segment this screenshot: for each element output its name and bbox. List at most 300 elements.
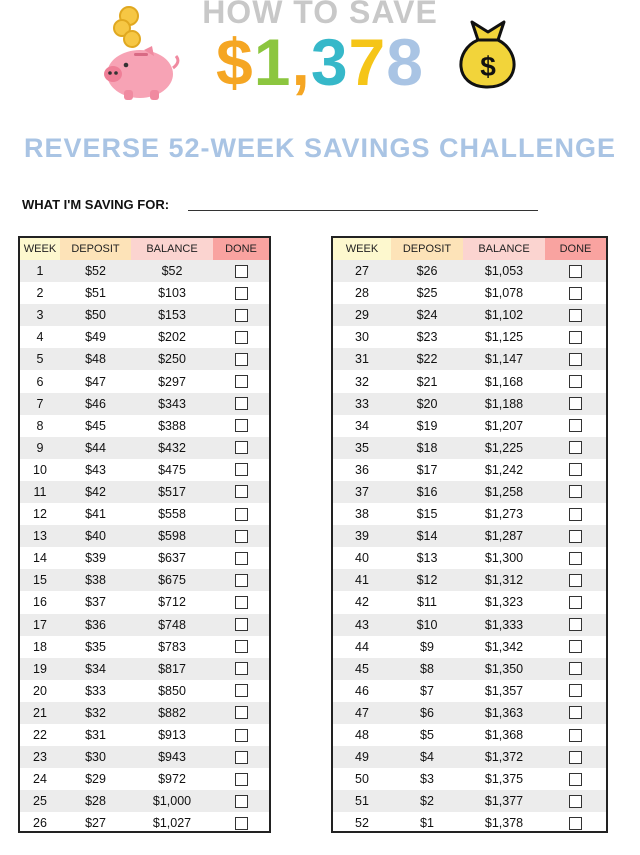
done-checkbox[interactable] xyxy=(235,618,248,631)
done-cell xyxy=(545,481,606,503)
week-cell: 51 xyxy=(355,794,369,809)
week-cell: 47 xyxy=(355,705,369,720)
table-row xyxy=(20,591,269,613)
balance-cell: $1,372 xyxy=(484,750,524,765)
deposit-cell: $48 xyxy=(85,352,106,367)
table-row xyxy=(20,525,269,547)
week-cell: 9 xyxy=(36,440,44,455)
done-checkbox[interactable] xyxy=(569,817,582,830)
done-checkbox[interactable] xyxy=(569,463,582,476)
done-cell xyxy=(213,393,269,415)
done-cell xyxy=(545,282,606,304)
table-row xyxy=(20,437,269,459)
done-checkbox[interactable] xyxy=(569,331,582,344)
table-row xyxy=(333,393,606,415)
deposit-cell: $40 xyxy=(85,529,106,544)
done-cell xyxy=(213,790,269,812)
table-row xyxy=(333,768,606,790)
done-checkbox[interactable] xyxy=(569,574,582,587)
week-cell: 41 xyxy=(355,573,369,588)
balance-cell: $1,207 xyxy=(484,418,524,433)
week-cell: 44 xyxy=(355,639,369,654)
balance-cell: $1,188 xyxy=(484,396,524,411)
deposit-cell: $34 xyxy=(85,661,106,676)
balance-cell: $598 xyxy=(158,529,186,544)
done-checkbox[interactable] xyxy=(235,751,248,764)
deposit-cell: $32 xyxy=(85,705,106,720)
deposit-cell: $42 xyxy=(85,484,106,499)
done-checkbox[interactable] xyxy=(235,795,248,808)
balance-cell: $850 xyxy=(158,683,186,698)
week-cell: 17 xyxy=(33,617,47,632)
done-cell xyxy=(213,724,269,746)
deposit-cell: $9 xyxy=(420,639,434,654)
amount-char: $ xyxy=(216,25,254,99)
week-cell: 3 xyxy=(36,308,44,323)
deposit-cell: $38 xyxy=(85,573,106,588)
balance-cell: $1,323 xyxy=(484,595,524,610)
week-cell: 11 xyxy=(33,484,47,499)
deposit-cell: $49 xyxy=(85,330,106,345)
week-cell: 36 xyxy=(355,462,369,477)
week-cell: 30 xyxy=(355,330,369,345)
deposit-cell: $46 xyxy=(85,396,106,411)
balance-cell: $343 xyxy=(158,396,186,411)
done-checkbox[interactable] xyxy=(569,729,582,742)
table-header xyxy=(20,238,269,260)
week-cell: 32 xyxy=(355,374,369,389)
week-cell: 24 xyxy=(33,772,47,787)
deposit-header: DEPOSIT xyxy=(391,238,463,260)
done-checkbox[interactable] xyxy=(235,287,248,300)
table-body xyxy=(333,260,606,834)
deposit-cell: $3 xyxy=(420,772,434,787)
savings-amount xyxy=(0,26,640,98)
balance-cell: $432 xyxy=(158,440,186,455)
done-checkbox[interactable] xyxy=(235,375,248,388)
done-checkbox[interactable] xyxy=(235,596,248,609)
deposit-cell: $41 xyxy=(85,507,106,522)
done-cell xyxy=(545,614,606,636)
done-checkbox[interactable] xyxy=(235,640,248,653)
done-cell xyxy=(545,569,606,591)
table-row xyxy=(20,702,269,724)
done-checkbox[interactable] xyxy=(235,552,248,565)
table-row xyxy=(20,614,269,636)
done-checkbox[interactable] xyxy=(235,309,248,322)
table-row xyxy=(20,503,269,525)
done-checkbox[interactable] xyxy=(235,265,248,278)
balance-cell: $1,078 xyxy=(484,286,524,301)
week-cell: 5 xyxy=(36,352,44,367)
deposit-cell: $5 xyxy=(420,728,434,743)
done-checkbox[interactable] xyxy=(569,485,582,498)
week-cell: 18 xyxy=(33,639,47,654)
week-cell: 21 xyxy=(33,705,47,720)
balance-header: BALANCE xyxy=(131,238,213,260)
balance-cell: $202 xyxy=(158,330,186,345)
svg-text:$: $ xyxy=(480,51,496,82)
deposit-cell: $33 xyxy=(85,683,106,698)
done-checkbox[interactable] xyxy=(569,419,582,432)
done-cell xyxy=(213,812,269,834)
deposit-cell: $29 xyxy=(85,772,106,787)
balance-cell: $913 xyxy=(158,728,186,743)
done-cell xyxy=(213,370,269,392)
done-checkbox[interactable] xyxy=(235,684,248,697)
amount-char: 3 xyxy=(310,25,349,99)
table-row xyxy=(333,680,606,702)
done-cell xyxy=(213,614,269,636)
balance-cell: $1,368 xyxy=(484,728,524,743)
table-row xyxy=(333,459,606,481)
table-row xyxy=(20,415,269,437)
done-cell xyxy=(545,437,606,459)
balance-cell: $297 xyxy=(158,374,186,389)
deposit-cell: $30 xyxy=(85,750,106,765)
done-checkbox[interactable] xyxy=(569,773,582,786)
balance-cell: $1,375 xyxy=(484,772,524,787)
deposit-cell: $4 xyxy=(420,750,434,765)
table-row xyxy=(333,481,606,503)
week-cell: 40 xyxy=(355,551,369,566)
week-cell: 27 xyxy=(355,264,369,279)
done-checkbox[interactable] xyxy=(569,287,582,300)
week-cell: 23 xyxy=(33,750,47,765)
balance-cell: $153 xyxy=(158,308,186,323)
done-cell xyxy=(545,812,606,834)
done-cell xyxy=(213,569,269,591)
balance-cell: $1,333 xyxy=(484,617,524,632)
done-checkbox[interactable] xyxy=(569,397,582,410)
done-checkbox[interactable] xyxy=(569,596,582,609)
deposit-cell: $35 xyxy=(85,639,106,654)
balance-cell: $1,357 xyxy=(484,683,524,698)
week-cell: 8 xyxy=(36,418,44,433)
done-cell xyxy=(213,304,269,326)
deposit-cell: $20 xyxy=(416,396,438,411)
deposit-cell: $10 xyxy=(416,617,438,632)
done-cell xyxy=(213,437,269,459)
week-header: WEEK xyxy=(333,238,391,260)
done-cell xyxy=(545,790,606,812)
week-cell: 45 xyxy=(355,661,369,676)
week-cell: 43 xyxy=(355,617,369,632)
done-cell xyxy=(213,680,269,702)
balance-cell: $1,125 xyxy=(484,330,524,345)
week-cell: 48 xyxy=(355,728,369,743)
done-cell xyxy=(213,415,269,437)
done-cell xyxy=(213,326,269,348)
week-cell: 4 xyxy=(36,330,44,345)
money-bag-icon xyxy=(448,16,526,92)
table-row xyxy=(333,304,606,326)
deposit-cell: $22 xyxy=(416,352,438,367)
done-checkbox[interactable] xyxy=(235,508,248,521)
balance-cell: $1,287 xyxy=(484,529,524,544)
week-cell: 1 xyxy=(36,264,44,279)
done-checkbox[interactable] xyxy=(569,508,582,521)
table-row xyxy=(333,790,606,812)
week-cell: 35 xyxy=(355,440,369,455)
week-cell: 50 xyxy=(355,772,369,787)
balance-cell: $1,363 xyxy=(484,705,524,720)
done-cell xyxy=(545,680,606,702)
done-checkbox[interactable] xyxy=(569,375,582,388)
deposit-cell: $51 xyxy=(85,286,106,301)
done-cell xyxy=(545,370,606,392)
balance-cell: $1,053 xyxy=(484,264,524,279)
week-cell: 31 xyxy=(355,352,369,367)
done-checkbox[interactable] xyxy=(235,441,248,454)
deposit-cell: $19 xyxy=(416,418,438,433)
table-row xyxy=(333,812,606,834)
balance-cell: $250 xyxy=(158,352,186,367)
table-row xyxy=(20,326,269,348)
week-cell: 6 xyxy=(36,374,44,389)
done-checkbox[interactable] xyxy=(235,706,248,719)
balance-cell: $1,377 xyxy=(484,794,524,809)
done-cell xyxy=(545,525,606,547)
deposit-cell: $24 xyxy=(416,308,438,323)
done-cell xyxy=(545,746,606,768)
week-cell: 2 xyxy=(36,286,44,301)
deposit-cell: $13 xyxy=(416,551,438,566)
table-row xyxy=(20,636,269,658)
done-checkbox[interactable] xyxy=(569,552,582,565)
deposit-cell: $26 xyxy=(416,264,438,279)
table-row xyxy=(20,680,269,702)
table-row xyxy=(20,260,269,282)
table-body xyxy=(20,260,269,834)
table-row xyxy=(20,481,269,503)
done-checkbox[interactable] xyxy=(235,353,248,366)
table-row xyxy=(333,370,606,392)
balance-cell: $1,225 xyxy=(484,440,524,455)
done-checkbox[interactable] xyxy=(235,463,248,476)
done-checkbox[interactable] xyxy=(569,640,582,653)
balance-cell: $1,300 xyxy=(484,551,524,566)
done-checkbox[interactable] xyxy=(235,530,248,543)
balance-cell: $712 xyxy=(158,595,186,610)
done-cell xyxy=(213,746,269,768)
table-row xyxy=(20,569,269,591)
balance-cell: $817 xyxy=(158,661,186,676)
table-row xyxy=(20,790,269,812)
table-row xyxy=(20,658,269,680)
deposit-cell: $17 xyxy=(416,462,438,477)
balance-cell: $1,102 xyxy=(484,308,524,323)
balance-cell: $1,027 xyxy=(152,816,192,831)
challenge-subtitle: REVERSE 52-WEEK SAVINGS CHALLENGE xyxy=(23,133,617,163)
done-cell xyxy=(213,547,269,569)
table-row xyxy=(333,658,606,680)
done-checkbox[interactable] xyxy=(569,684,582,697)
table-row xyxy=(333,569,606,591)
amount-char: 1 xyxy=(253,25,292,99)
deposit-cell: $2 xyxy=(420,794,434,809)
balance-cell: $1,000 xyxy=(152,794,192,809)
balance-cell: $1,147 xyxy=(484,352,524,367)
week-cell: 42 xyxy=(355,595,369,610)
table-row xyxy=(333,415,606,437)
week-header: WEEK xyxy=(20,238,60,260)
deposit-cell: $31 xyxy=(85,728,106,743)
done-cell xyxy=(213,503,269,525)
deposit-cell: $16 xyxy=(416,484,438,499)
done-checkbox[interactable] xyxy=(235,729,248,742)
week-cell: 39 xyxy=(355,529,369,544)
deposit-cell: $28 xyxy=(85,794,106,809)
done-checkbox[interactable] xyxy=(569,618,582,631)
deposit-cell: $7 xyxy=(420,683,434,698)
done-cell xyxy=(545,260,606,282)
saving-for-label: WHAT I'M SAVING FOR: xyxy=(22,197,170,212)
deposit-cell: $11 xyxy=(417,595,437,610)
amount-char: 7 xyxy=(348,25,387,99)
table-row xyxy=(333,614,606,636)
deposit-cell: $43 xyxy=(85,462,106,477)
balance-cell: $1,258 xyxy=(484,484,524,499)
table-row xyxy=(333,260,606,282)
week-cell: 10 xyxy=(33,462,47,477)
table-row xyxy=(333,348,606,370)
done-checkbox[interactable] xyxy=(235,773,248,786)
table-row xyxy=(333,547,606,569)
table-row xyxy=(20,282,269,304)
done-cell xyxy=(213,282,269,304)
done-cell xyxy=(213,658,269,680)
table-row xyxy=(20,393,269,415)
balance-cell: $943 xyxy=(158,750,186,765)
balance-header: BALANCE xyxy=(463,238,545,260)
done-checkbox[interactable] xyxy=(569,662,582,675)
week-cell: 16 xyxy=(33,595,47,610)
done-cell xyxy=(545,393,606,415)
balance-cell: $517 xyxy=(158,484,186,499)
table-row xyxy=(333,746,606,768)
deposit-cell: $21 xyxy=(416,374,438,389)
table-row xyxy=(20,547,269,569)
balance-cell: $783 xyxy=(158,639,186,654)
done-cell xyxy=(213,260,269,282)
deposit-cell: $47 xyxy=(85,374,106,389)
done-cell xyxy=(545,415,606,437)
table-row xyxy=(20,768,269,790)
week-cell: 38 xyxy=(355,507,369,522)
balance-cell: $558 xyxy=(158,507,186,522)
deposit-cell: $15 xyxy=(416,507,438,522)
done-checkbox[interactable] xyxy=(569,353,582,366)
done-cell xyxy=(213,636,269,658)
done-cell xyxy=(213,481,269,503)
table-row xyxy=(333,636,606,658)
deposit-cell: $6 xyxy=(420,705,434,720)
table-row xyxy=(333,326,606,348)
done-checkbox[interactable] xyxy=(569,795,582,808)
deposit-cell: $45 xyxy=(85,418,106,433)
done-cell xyxy=(213,591,269,613)
table-row xyxy=(333,724,606,746)
week-cell: 52 xyxy=(355,816,369,831)
balance-cell: $475 xyxy=(158,462,186,477)
done-checkbox[interactable] xyxy=(569,751,582,764)
table-row xyxy=(333,591,606,613)
table-row xyxy=(333,525,606,547)
done-checkbox[interactable] xyxy=(569,265,582,278)
done-cell xyxy=(213,525,269,547)
balance-cell: $637 xyxy=(158,551,186,566)
done-checkbox[interactable] xyxy=(235,485,248,498)
week-cell: 33 xyxy=(355,396,369,411)
table-row xyxy=(333,282,606,304)
done-checkbox[interactable] xyxy=(235,817,248,830)
deposit-cell: $14 xyxy=(416,529,438,544)
balance-cell: $1,312 xyxy=(484,573,524,588)
balance-cell: $1,242 xyxy=(484,462,524,477)
done-checkbox[interactable] xyxy=(569,706,582,719)
done-checkbox[interactable] xyxy=(569,530,582,543)
done-checkbox[interactable] xyxy=(235,662,248,675)
deposit-cell: $50 xyxy=(85,308,106,323)
done-cell xyxy=(545,768,606,790)
table-row xyxy=(20,812,269,834)
deposit-header: DEPOSIT xyxy=(60,238,131,260)
week-cell: 46 xyxy=(355,683,369,698)
deposit-cell: $25 xyxy=(416,286,438,301)
header-title: HOW TO SAVE xyxy=(202,0,438,30)
week-cell: 25 xyxy=(33,794,47,809)
deposit-cell: $1 xyxy=(420,816,434,831)
balance-cell: $1,350 xyxy=(484,661,524,676)
done-cell xyxy=(545,724,606,746)
done-checkbox[interactable] xyxy=(569,309,582,322)
week-cell: 20 xyxy=(33,683,47,698)
done-checkbox[interactable] xyxy=(235,419,248,432)
done-cell xyxy=(545,503,606,525)
done-cell xyxy=(545,658,606,680)
table-row xyxy=(333,437,606,459)
done-cell xyxy=(545,591,606,613)
balance-cell: $882 xyxy=(158,705,186,720)
week-cell: 19 xyxy=(33,661,47,676)
week-cell: 12 xyxy=(33,507,47,522)
week-cell: 49 xyxy=(355,750,369,765)
done-checkbox[interactable] xyxy=(569,441,582,454)
deposit-cell: $27 xyxy=(85,816,106,831)
saving-for-field[interactable] xyxy=(188,210,538,211)
table-row xyxy=(333,702,606,724)
done-checkbox[interactable] xyxy=(235,574,248,587)
amount-char: 8 xyxy=(386,25,424,99)
table-row xyxy=(20,304,269,326)
table-row xyxy=(20,746,269,768)
deposit-cell: $8 xyxy=(420,661,434,676)
deposit-cell: $44 xyxy=(85,440,106,455)
done-cell xyxy=(213,702,269,724)
deposit-cell: $39 xyxy=(85,551,106,566)
week-cell: 37 xyxy=(355,484,369,499)
done-cell xyxy=(545,326,606,348)
done-header: DONE xyxy=(545,238,606,260)
balance-cell: $1,273 xyxy=(484,507,524,522)
done-checkbox[interactable] xyxy=(235,397,248,410)
table-row xyxy=(20,370,269,392)
done-checkbox[interactable] xyxy=(235,331,248,344)
balance-cell: $1,168 xyxy=(484,374,524,389)
deposit-cell: $52 xyxy=(85,264,106,279)
table-row xyxy=(333,503,606,525)
